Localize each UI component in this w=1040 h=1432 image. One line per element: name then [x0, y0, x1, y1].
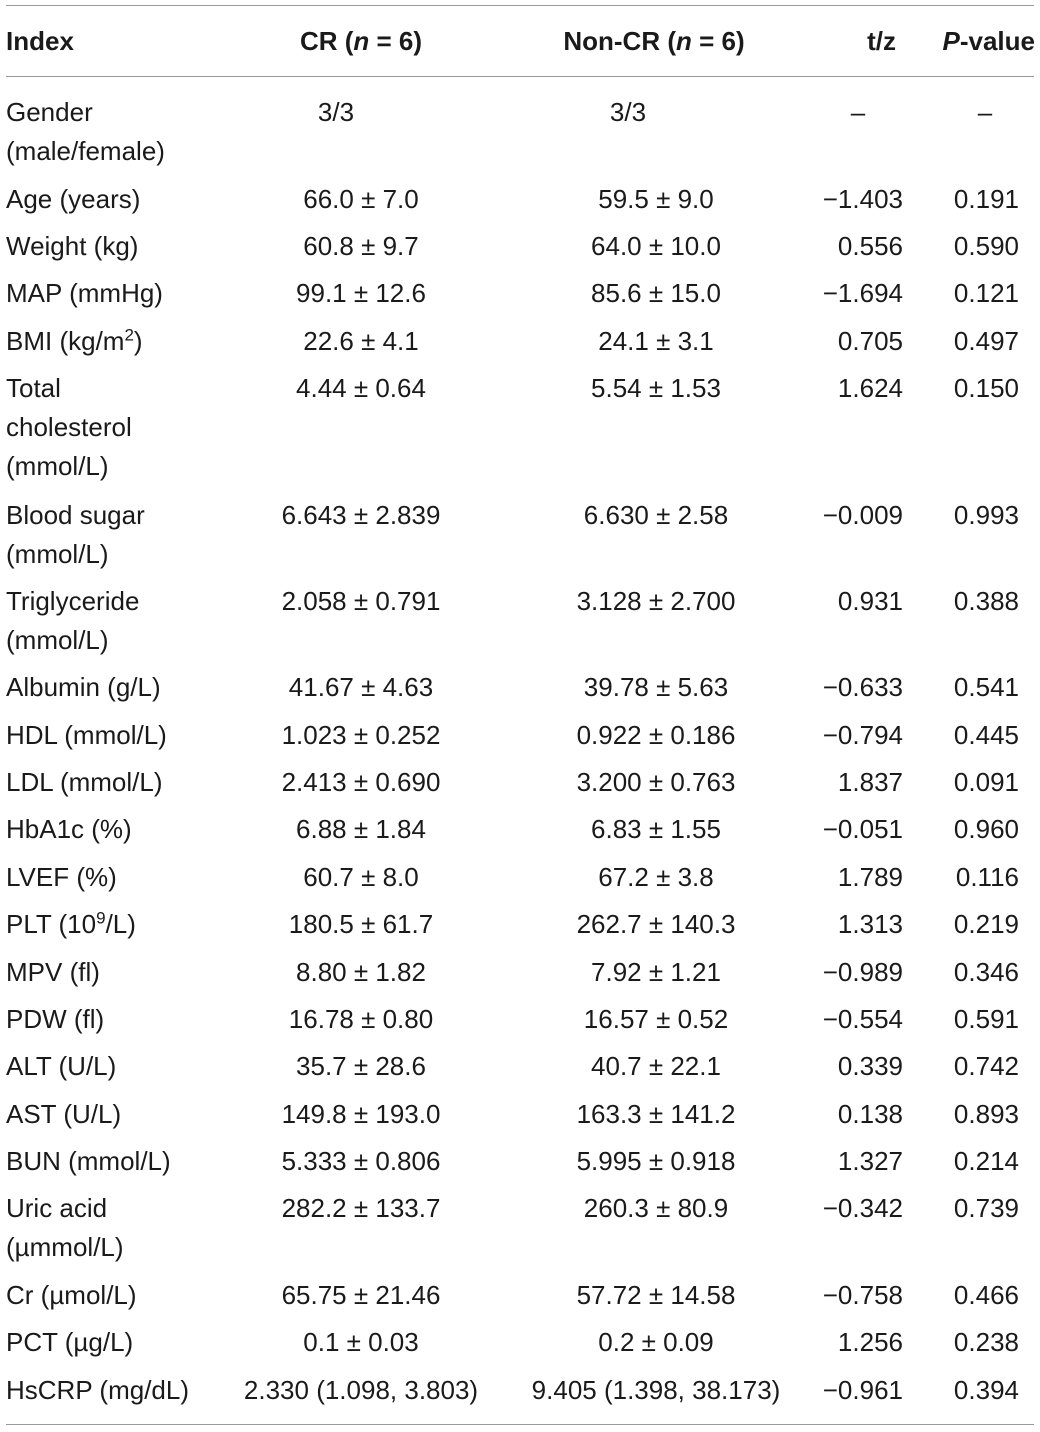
row-noncr-value: 16.57 ± 0.52 [583, 1004, 729, 1034]
row-cr-value: 2.058 ± 0.791 [281, 586, 441, 616]
row-index-label: Age (years) [6, 184, 141, 214]
row-index-label: LVEF (%) [6, 862, 117, 892]
row-pvalue: 0.590 [953, 231, 1019, 261]
row-pvalue: 0.121 [953, 278, 1019, 308]
header-index: Index [6, 26, 74, 56]
row-pvalue: 0.191 [953, 184, 1019, 214]
row-noncr-value: 163.3 ± 141.2 [576, 1099, 736, 1129]
row-tz-value: −0.989 [822, 957, 903, 987]
row-cr-value: 99.1 ± 12.6 [296, 278, 426, 308]
row-index-label: Cr (µmol/L) [6, 1280, 137, 1310]
row-index-label: Weight (kg) [6, 231, 139, 261]
row-cr-value: 6.88 ± 1.84 [296, 814, 426, 844]
row-tz-value: −0.633 [822, 672, 903, 702]
row-index-label: Uric acid (µmmol/L) [6, 1193, 124, 1262]
row-tz-value: −0.758 [822, 1280, 903, 1310]
row-noncr-value: 67.2 ± 3.8 [598, 862, 714, 892]
table-top-rule [6, 5, 1034, 6]
row-index-label: PLT $(10^9/L)$ [6, 908, 136, 939]
row-pvalue: 0.346 [953, 957, 1019, 987]
row-pvalue: – [977, 97, 993, 127]
header-pvalue: P-value [942, 26, 1035, 56]
row-tz-value: 0.705 [837, 326, 903, 356]
row-tz-value: 0.339 [837, 1051, 903, 1081]
row-noncr-value: 5.54 ± 1.53 [591, 373, 721, 403]
row-noncr-value: 57.72 ± 14.58 [576, 1280, 736, 1310]
row-index-label: BUN (mmol/L) [6, 1146, 171, 1176]
row-noncr-value: 59.5 ± 9.0 [598, 184, 714, 214]
row-cr-value: 16.78 ± 0.80 [288, 1004, 434, 1034]
table-header-rule [6, 76, 1034, 77]
row-index-label: MAP (mmHg) [6, 278, 163, 308]
row-index-label: PCT (µg/L) [6, 1327, 134, 1357]
row-index-label: Albumin (g/L) [6, 672, 161, 702]
row-tz-value: −0.794 [822, 720, 903, 750]
row-noncr-value: 0.922 ± 0.186 [576, 720, 736, 750]
row-cr-value: 0.1 ± 0.03 [303, 1327, 419, 1357]
row-tz-value: −0.961 [822, 1375, 903, 1405]
row-index-label: Gender (male/female) [6, 97, 165, 166]
row-index-label: MPV (fl) [6, 957, 100, 987]
row-cr-value: 3/3 [317, 97, 355, 127]
row-index-label: Triglyceride (mmol/L) [6, 586, 140, 655]
row-cr-value: 6.643 ± 2.839 [281, 500, 441, 530]
row-tz-value: −0.554 [822, 1004, 903, 1034]
row-pvalue: 0.116 [955, 862, 1019, 892]
row-index-label: LDL (mmol/L) [6, 767, 163, 797]
row-tz-value: 1.256 [837, 1327, 903, 1357]
row-pvalue: 0.214 [953, 1146, 1019, 1176]
row-cr-value: 35.7 ± 28.6 [296, 1051, 426, 1081]
row-tz-value: 1.789 [837, 862, 903, 892]
row-cr-value: 180.5 ± 61.7 [288, 909, 434, 939]
row-noncr-value: 3.200 ± 0.763 [576, 767, 736, 797]
row-pvalue: 0.445 [953, 720, 1019, 750]
row-index-label: HDL (mmol/L) [6, 720, 167, 750]
row-cr-value: 22.6 ± 4.1 [303, 326, 419, 356]
row-index-label: BMI $(kg/m^2)$ [6, 325, 143, 356]
row-noncr-value: 6.83 ± 1.55 [591, 814, 721, 844]
row-tz-value: 1.624 [837, 373, 903, 403]
row-cr-value: 282.2 ± 133.7 [281, 1193, 441, 1223]
row-pvalue: 0.739 [953, 1193, 1019, 1223]
header-tz: t/z [867, 26, 896, 56]
header-cr: CR (n = 6) [299, 26, 423, 56]
row-index-label: Blood sugar (mmol/L) [6, 500, 145, 569]
row-cr-value: 2.330 (1.098, 3.803) [243, 1375, 479, 1405]
row-noncr-value: 24.1 ± 3.1 [598, 326, 714, 356]
row-tz-value: 1.327 [837, 1146, 903, 1176]
row-tz-value: – [850, 97, 866, 127]
row-pvalue: 0.497 [953, 326, 1019, 356]
row-index-label: ALT (U/L) [6, 1051, 117, 1081]
row-pvalue: 0.893 [953, 1099, 1019, 1129]
row-pvalue: 0.091 [953, 767, 1019, 797]
row-noncr-value: 262.7 ± 140.3 [576, 909, 736, 939]
row-pvalue: 0.591 [953, 1004, 1019, 1034]
row-pvalue: 0.993 [953, 500, 1019, 530]
row-noncr-value: 260.3 ± 80.9 [583, 1193, 729, 1223]
row-cr-value: 4.44 ± 0.64 [296, 373, 426, 403]
row-tz-value: 0.556 [837, 231, 903, 261]
row-index-label: HbA1c (%) [6, 814, 132, 844]
row-index-label: PDW (fl) [6, 1004, 105, 1034]
row-tz-value: 1.313 [837, 909, 903, 939]
row-tz-value: 0.931 [837, 586, 903, 616]
row-noncr-value: 0.2 ± 0.09 [598, 1327, 714, 1357]
row-pvalue: 0.238 [953, 1327, 1019, 1357]
row-noncr-value: 3/3 [609, 97, 647, 127]
row-tz-value: −0.342 [822, 1193, 903, 1223]
row-tz-value: −1.403 [822, 184, 903, 214]
row-cr-value: 8.80 ± 1.82 [296, 957, 426, 987]
row-noncr-value: 64.0 ± 10.0 [591, 231, 721, 261]
row-tz-value: −0.009 [822, 500, 903, 530]
row-noncr-value: 40.7 ± 22.1 [591, 1051, 721, 1081]
row-noncr-value: 9.405 (1.398, 38.173) [531, 1375, 781, 1405]
row-index-label: AST (U/L) [6, 1099, 122, 1129]
row-tz-value: 1.837 [837, 767, 903, 797]
row-noncr-value: 7.92 ± 1.21 [591, 957, 721, 987]
row-cr-value: 66.0 ± 7.0 [303, 184, 419, 214]
row-pvalue: 0.960 [953, 814, 1019, 844]
row-noncr-value: 6.630 ± 2.58 [583, 500, 729, 530]
row-cr-value: 149.8 ± 193.0 [281, 1099, 441, 1129]
row-cr-value: 60.8 ± 9.7 [303, 231, 419, 261]
row-pvalue: 0.150 [953, 373, 1019, 403]
row-noncr-value: 5.995 ± 0.918 [576, 1146, 736, 1176]
row-pvalue: 0.466 [953, 1280, 1019, 1310]
row-pvalue: 0.742 [953, 1051, 1019, 1081]
row-cr-value: 65.75 ± 21.46 [281, 1280, 441, 1310]
row-noncr-value: 39.78 ± 5.63 [583, 672, 729, 702]
row-cr-value: 1.023 ± 0.252 [281, 720, 441, 750]
row-pvalue: 0.388 [953, 586, 1019, 616]
row-cr-value: 2.413 ± 0.690 [281, 767, 441, 797]
row-cr-value: 60.7 ± 8.0 [303, 862, 419, 892]
row-noncr-value: 85.6 ± 15.0 [591, 278, 721, 308]
row-pvalue: 0.219 [953, 909, 1019, 939]
row-index-label: Total cholesterol (mmol/L) [6, 373, 132, 481]
row-tz-value: −1.694 [822, 278, 903, 308]
row-index-label: HsCRP (mg/dL) [6, 1375, 190, 1405]
row-tz-value: −0.051 [822, 814, 903, 844]
row-pvalue: 0.394 [953, 1375, 1019, 1405]
row-cr-value: 41.67 ± 4.63 [288, 672, 434, 702]
row-noncr-value: 3.128 ± 2.700 [576, 586, 736, 616]
row-cr-value: 5.333 ± 0.806 [281, 1146, 441, 1176]
table-bottom-rule [6, 1424, 1034, 1425]
row-tz-value: 0.138 [837, 1099, 903, 1129]
row-pvalue: 0.541 [953, 672, 1019, 702]
header-noncr: Non-CR (n = 6) [563, 26, 745, 56]
